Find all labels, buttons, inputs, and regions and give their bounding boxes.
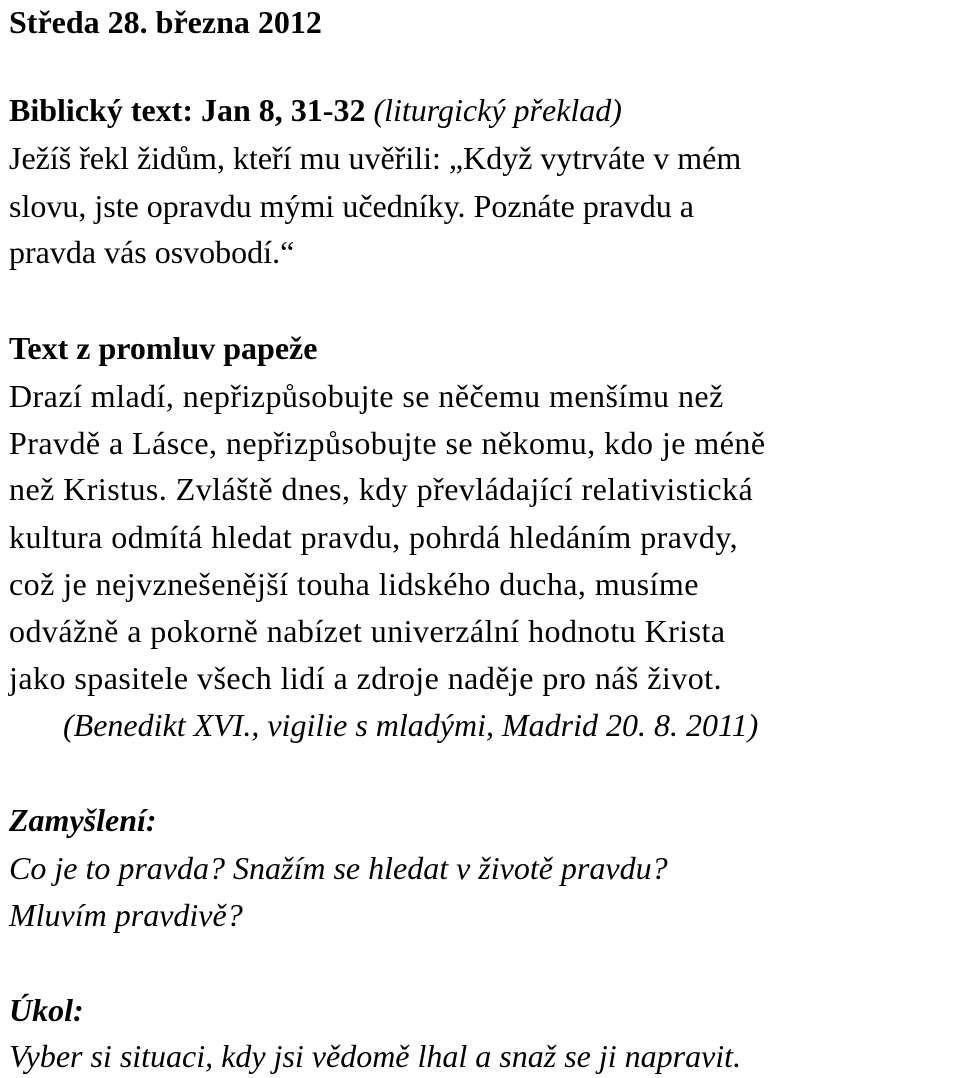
pope-text-line: než Kristus. Zvláště dnes, kdy převládající relativistická	[9, 471, 754, 507]
reflection-question: Mluvím pravdivě?	[9, 897, 243, 933]
bible-text-line: pravda vás osvobodí.“	[9, 234, 295, 270]
pope-heading: Text z promluv papeže	[9, 330, 318, 366]
pope-text-line: Pravdě a Lásce, nepřizpůsobujte se někomu, kdo je méně	[9, 425, 766, 461]
bible-heading-line	[9, 88, 622, 132]
reflection-heading: Zamyšlení:	[9, 802, 157, 838]
pope-text-line: jako spasitele všech lidí a zdroje naděje pro náš život.	[9, 660, 722, 696]
bible-text-line: Ježíš řekl židům, kteří mu uvěřili: „Když vytrváte v mém	[9, 140, 742, 176]
pope-text-line: Drazí mladí, nepřizpůsobujte se něčemu menšímu než	[9, 378, 724, 414]
bible-heading: Biblický text: Jan 8, 31-32	[9, 92, 366, 128]
pope-text-line: odvážně a pokorně nabízet univerzální hodnotu Krista	[9, 613, 726, 649]
translation-note: (liturgický překlad)	[373, 92, 622, 128]
pope-text-line: kultura odmítá hledat pravdu, pohrdá hledáním pravdy,	[9, 519, 739, 555]
task-heading: Úkol:	[9, 992, 84, 1028]
task-text: Vyber si situaci, kdy jsi vědomě lhal a snaž se ji napravit.	[9, 1038, 742, 1074]
pope-source: (Benedikt XVI., vigilie s mladými, Madrid 20. 8. 2011)	[63, 707, 759, 743]
pope-text-line: což je nejvznešenější touha lidského ducha, musíme	[9, 566, 699, 602]
reflection-question: Co je to pravda? Snažím se hledat v životě pravdu?	[9, 850, 668, 886]
date-heading: Středa 28. března 2012	[9, 4, 322, 40]
bible-text-line: slovu, jste opravdu mými učedníky. Poznáte pravdu a	[9, 188, 694, 224]
